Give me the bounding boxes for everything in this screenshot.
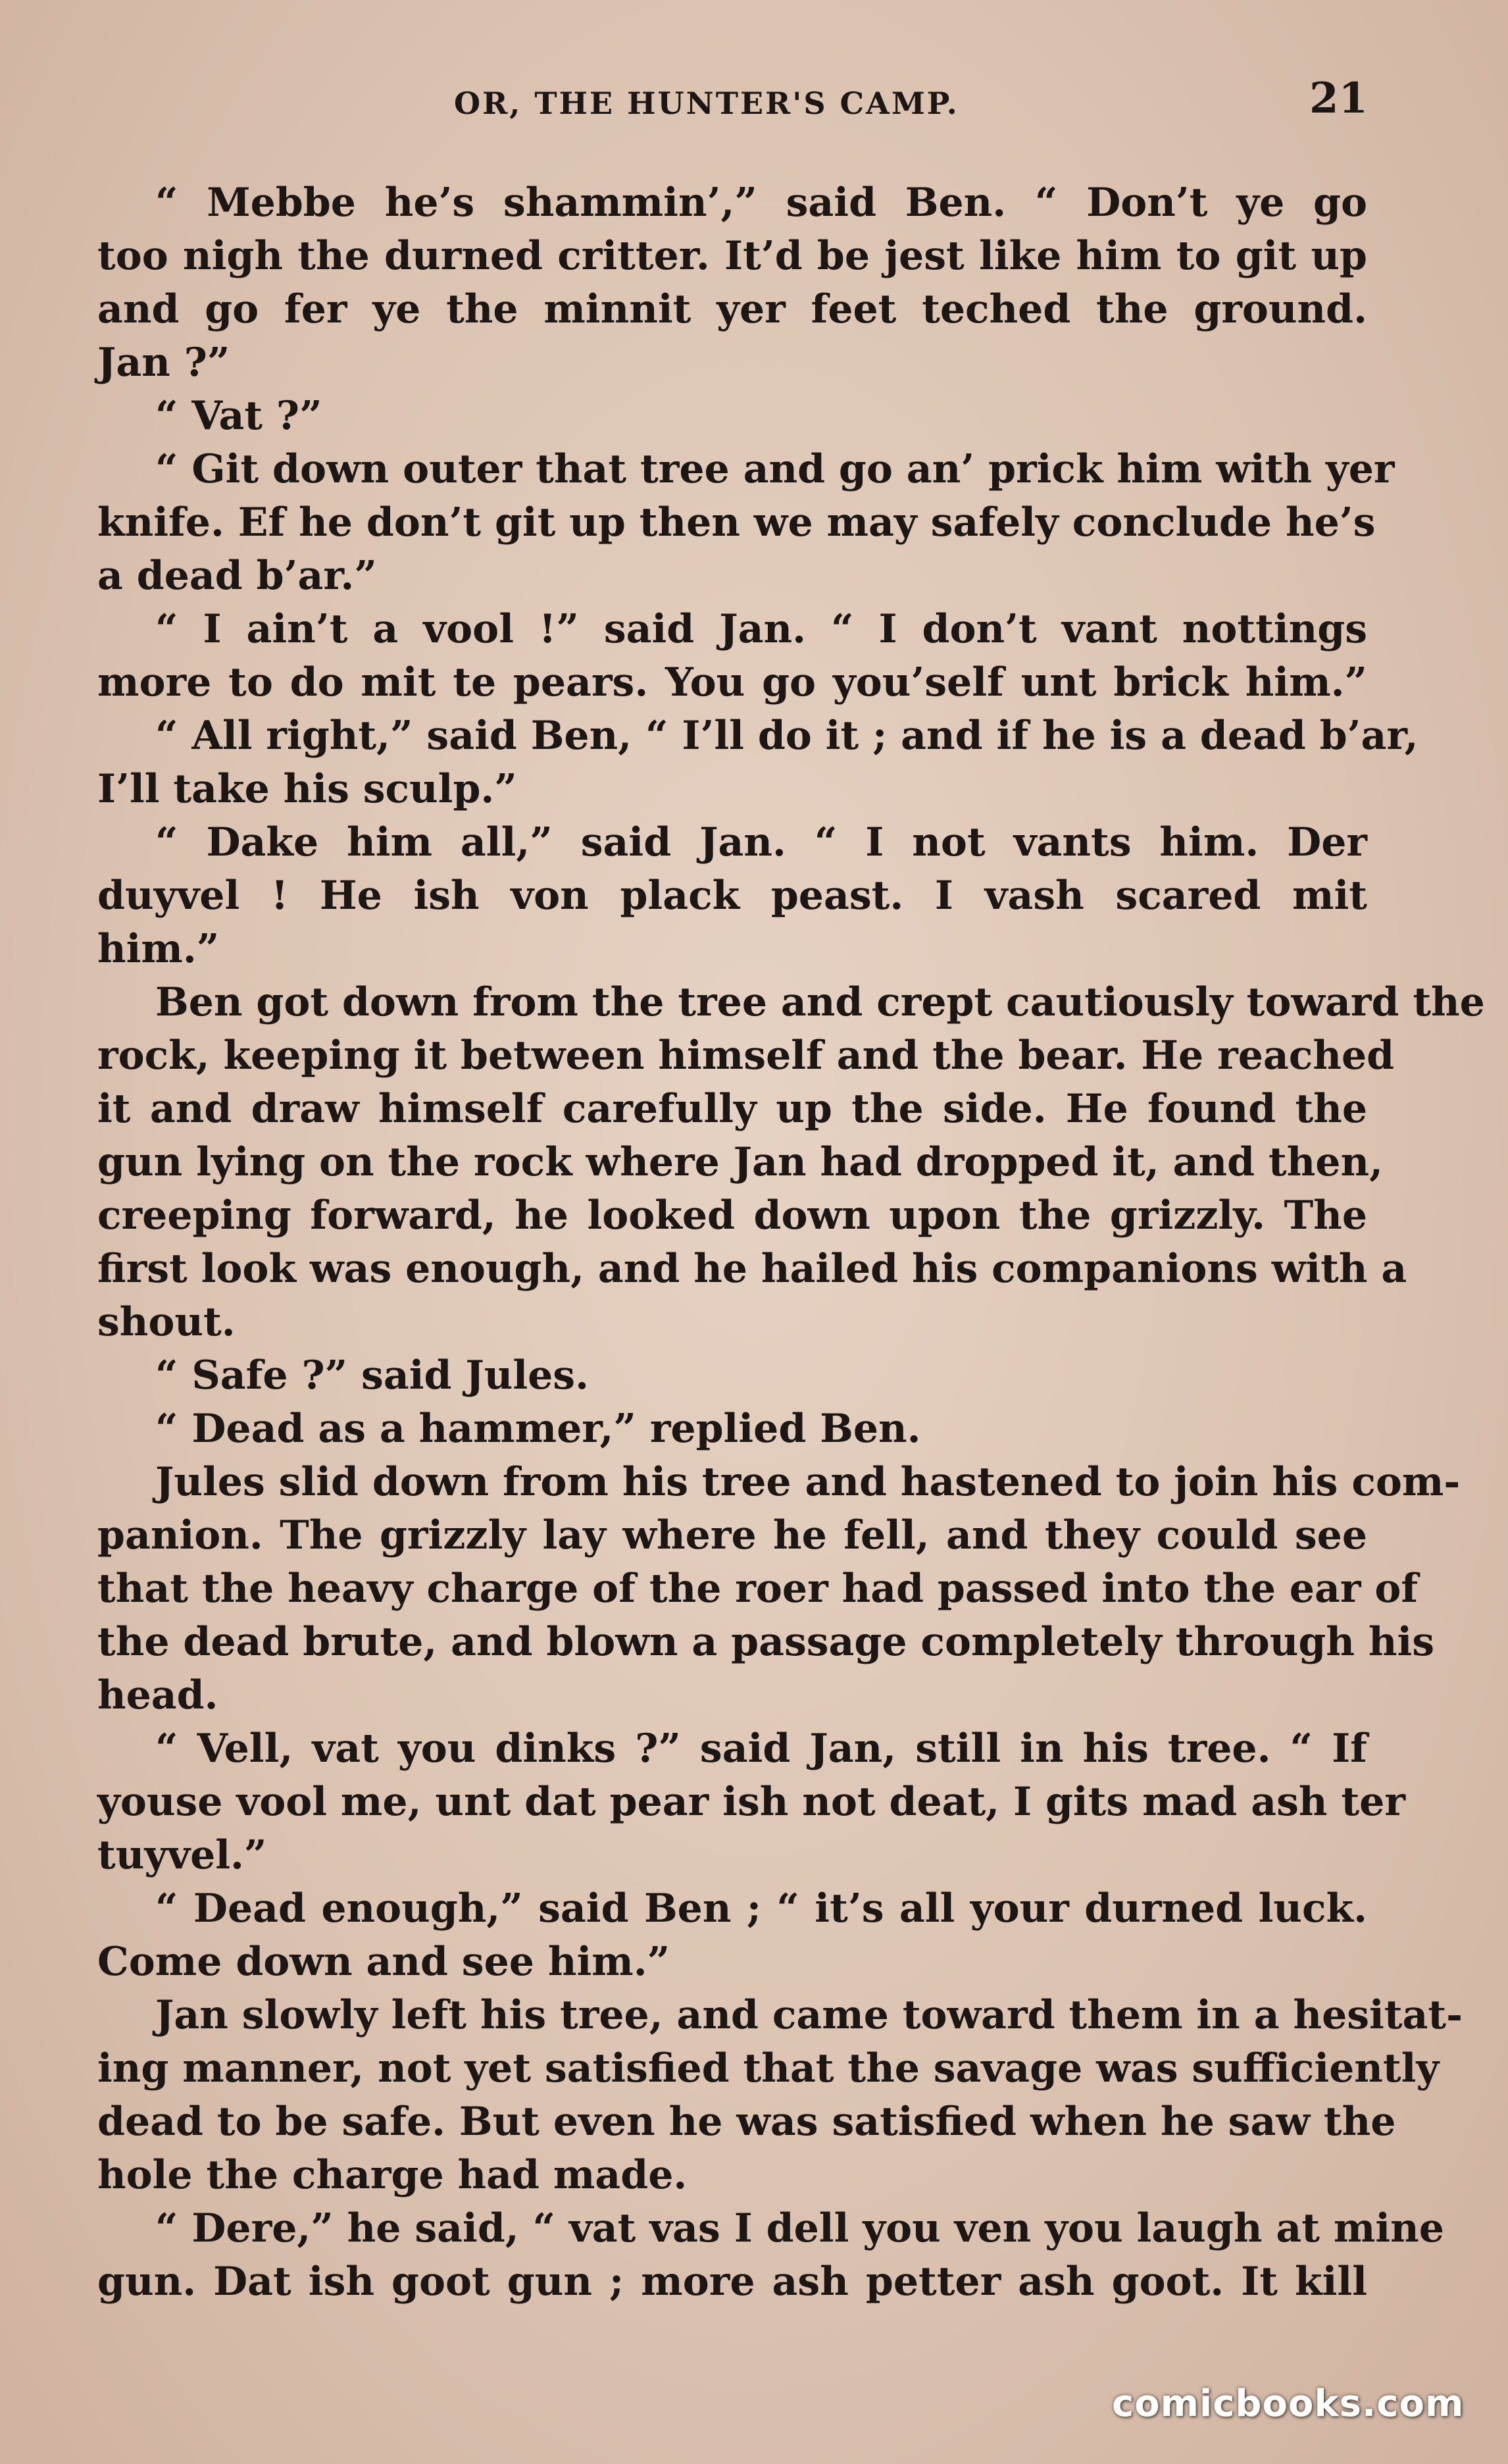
text-line: “ All right,” said Ben, “ I’ll do it ; and if he is a dead b’ar, (155, 713, 1419, 759)
text-line: “ Vat ?” (155, 393, 322, 439)
text-line: dead to be safe. But even he was satisfied when he saw the (97, 2099, 1396, 2145)
text-line: more to do mit te pears. You go you’self unt brick him.” (97, 659, 1367, 706)
text-line: “ Safe ?” said Jules. (155, 1352, 589, 1399)
watermark-text: comicbooks.com (1112, 2382, 1465, 2425)
text-line: “ Dere,” he said, “ vat vas I dell you ven you laugh at mine (155, 2205, 1444, 2251)
text-line: and go fer ye the minnit yer feet teched the ground. (97, 286, 1367, 332)
body-text (97, 176, 1485, 2309)
text-line: him.” (97, 926, 220, 972)
text-line: first look was enough, and he hailed his companions with a (97, 1246, 1407, 1292)
text-line: shout. (97, 1299, 236, 1345)
text-line: hole the charge had made. (97, 2152, 688, 2198)
text-line: Ben got down from the tree and crept cautiously toward the (155, 979, 1485, 1025)
text-line: creeping forward, he looked down upon the grizzly. The (97, 1193, 1367, 1239)
text-line: head. (97, 1672, 218, 1718)
text-line: “ Vell, vat you dinks ?” said Jan, still in his tree. “ If (155, 1726, 1367, 1772)
text-line: “ Mebbe he’s shammin’,” said Ben. “ Don’t ye go (155, 180, 1367, 226)
text-line: too nigh the durned critter. It’d be jest like him to git up (97, 233, 1367, 279)
text-line: “ Dead as a hammer,” replied Ben. (155, 1406, 921, 1452)
text-line: ing manner, not yet satisfied that the savage was sufficiently (97, 2045, 1440, 2092)
text-line: “ Dake him all,” said Jan. “ I not vants him. Der (155, 819, 1367, 865)
text-line: I’ll take his sculp.” (97, 766, 517, 812)
page-number: 21 (1309, 74, 1369, 123)
text-line: it and draw himself carefully up the side. He found the (97, 1086, 1367, 1132)
text-line: Jan ?” (97, 340, 230, 386)
running-head: OR, THE HUNTER'S CAMP. (454, 86, 959, 121)
text-line: youse vool me, unt dat pear ish not deat, I gits mad ash ter (97, 1779, 1405, 1825)
text-line: Come down and see him.” (97, 1939, 670, 1985)
text-line: gun lying on the rock where Jan had dropped it, and then, (97, 1139, 1383, 1185)
text-line: that the heavy charge of the roer had passed into the ear of (97, 1566, 1419, 1612)
text-line: “ Git down outer that tree and go an’ prick him with yer (155, 446, 1395, 492)
text-line: “ Dead enough,” said Ben ; “ it’s all your durned luck. (155, 1886, 1367, 1932)
text-line: gun. Dat ish goot gun ; more ash petter ash goot. It kill (97, 2259, 1367, 2305)
text-line: a dead b’ar.” (97, 553, 377, 599)
text-line: Jan slowly left his tree, and came toward them in a hesitat- (155, 1992, 1463, 2038)
text-line: tuyvel.” (97, 1832, 267, 1878)
text-line: duyvel ! He ish von plack peast. I vash scared mit (97, 873, 1367, 919)
text-line: Jules slid down from his tree and hastened to join his com- (155, 1459, 1461, 1505)
text-line: rock, keeping it between himself and the bear. He reached (97, 1033, 1395, 1079)
text-line: “ I ain’t a vool !” said Jan. “ I don’t vant nottings (155, 606, 1367, 652)
text-line: knife. Ef he don’t git up then we may safely conclude he’s (97, 500, 1376, 546)
text-line: panion. The grizzly lay where he fell, and they could see (97, 1512, 1367, 1558)
text-line: the dead brute, and blown a passage completely through his (97, 1619, 1435, 1665)
